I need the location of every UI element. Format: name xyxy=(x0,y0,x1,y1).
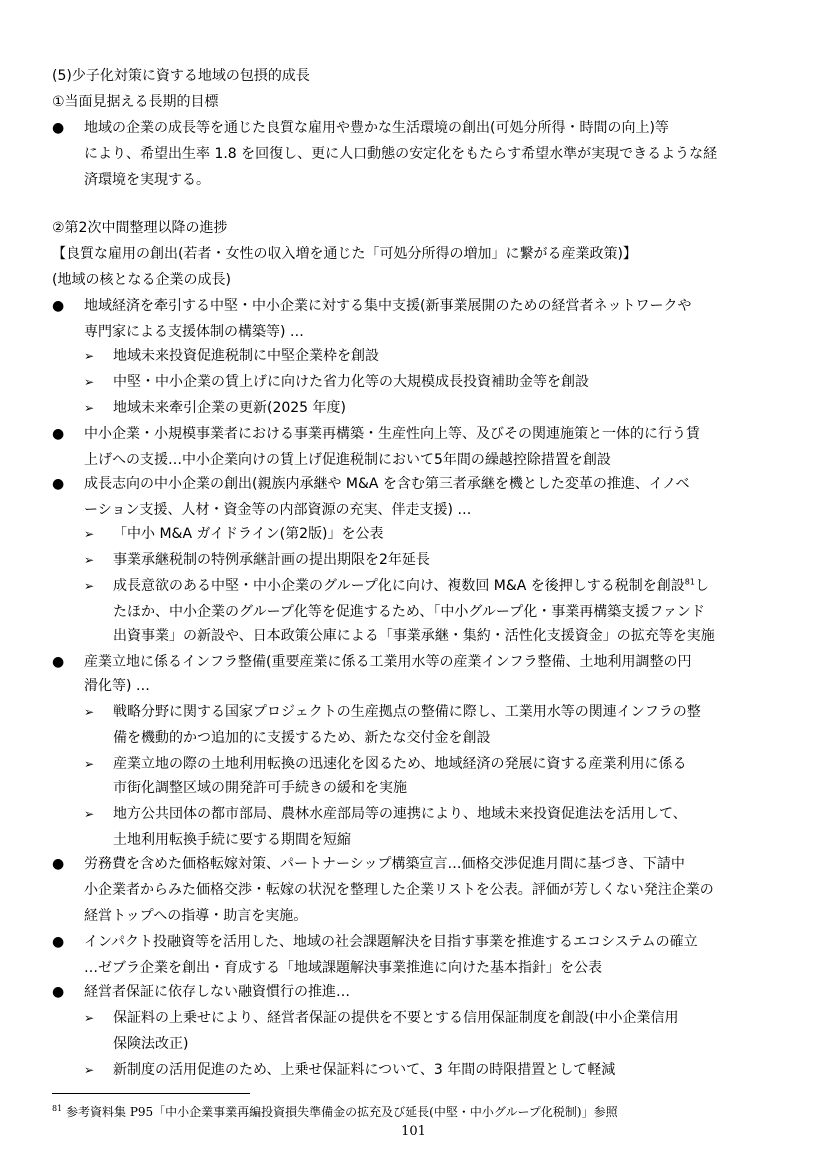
sub-item-continuation: 出資事業」の新設や、日本政策公庫による「事業承継・集約・活性化支援資金」の拡充等を実施 xyxy=(113,628,715,644)
bullet-icon: ● xyxy=(52,426,65,442)
bullet-continuation: 滑化等) … xyxy=(84,678,150,694)
sub-item-continuation: 土地利用転換手続に要する期間を短縮 xyxy=(113,832,351,848)
arrow-icon: ➢ xyxy=(84,401,95,415)
arrow-icon: ➢ xyxy=(84,527,95,541)
sub-item-continuation: 備を機動的かつ追加的に支援するため、新たな交付金を創設 xyxy=(113,730,491,746)
arrow-icon: ➢ xyxy=(84,1063,95,1077)
arrow-icon: ➢ xyxy=(84,375,95,389)
sub-item-continuation: 保険法改正) xyxy=(113,1036,189,1052)
bullet-continuation: 経営トップへの指導・助言を実施。 xyxy=(84,908,308,924)
bullet-icon: ● xyxy=(52,934,65,950)
footnote xyxy=(52,1100,618,1121)
bullet-icon: ● xyxy=(52,476,65,492)
arrow-icon: ➢ xyxy=(84,757,95,771)
bullet-icon: ● xyxy=(52,654,65,670)
section-heading: (5)少子化対策に資する地域の包摂的成長 xyxy=(52,68,310,84)
category-subheading: (地域の核となる企業の成長) xyxy=(52,272,231,288)
footnote-ref: 81 xyxy=(684,577,695,587)
bullet-continuation: …ゼブラ企業を創出・育成する「地域課題解決事業推進に向けた基本指針」を公表 xyxy=(84,960,602,976)
bullet-continuation: 上げへの支援…中小企業向けの賃上げ促進税制において5年間の繰越控除措置を創設 xyxy=(84,452,611,468)
bullet-continuation: 済環境を実現する。 xyxy=(84,172,210,188)
bullet-continuation: 専門家による支援体制の構築等) … xyxy=(84,324,304,340)
bullet-icon: ● xyxy=(52,984,65,1000)
bullet-icon: ● xyxy=(52,856,65,872)
bullet-icon: ● xyxy=(52,120,65,136)
bullet-continuation: により、希望出生率 1.8 を回復し、更に人口動態の安定化をもたらす希望水準が実現できるような経 xyxy=(84,146,718,162)
arrow-icon: ➢ xyxy=(84,705,95,719)
arrow-icon: ➢ xyxy=(84,553,95,567)
footnote-number: 81 xyxy=(52,1104,63,1113)
bullet-continuation: 小企業者からみた価格交渉・転嫁の状況を整理した企業リストを公表。評価が芳しくない発注企業の xyxy=(84,882,714,898)
bullet-continuation: ーション支援、人材・資金等の内部資源の充実、伴走支援) … xyxy=(84,502,472,518)
page-number: 101 xyxy=(401,1124,426,1139)
category-heading: 【良質な雇用の創出(若者・女性の収入増を通じた「可処分所得の増加」に繋がる産業政策)】 xyxy=(52,246,637,262)
footnote-text: 参考資料集 P95「中小企業事業再編投資損失準備金の拡充及び延長(中堅・中小グループ化税制)」参照 xyxy=(66,1105,618,1119)
arrow-icon: ➢ xyxy=(84,1011,95,1025)
arrow-icon: ➢ xyxy=(84,349,95,363)
bullet-icon: ● xyxy=(52,298,65,314)
sub-item-continuation: たほか、中小企業のグループ化等を促進するため、「中小グループ化・事業再構築支援ファンド xyxy=(113,604,705,620)
subsection-heading: ①当面見据える長期的目標 xyxy=(52,94,219,110)
footnote-divider xyxy=(52,1093,250,1094)
document-page: (5)少子化対策に資する地域の包摂的成長 ①当面見据える長期的目標 ● 地域の企業の成長等を通じた良質な雇用や豊かな生活環境の創出(可処分所得・時間の向上)等 により、希望出生率 1.8 を回復し、更に人口動態の安定化をもたらす希望水準が実現できるような経 済環境を実現する。 ②第2次中間整理以降の進捗 【良質な雇用の創出(若者・女性の収入増を通じた「可処分所得の増加」に繋がる産業政策)】 (地域の核となる企業の成長) ● 地域経済を牽引する中堅・中小企業に対する集中支援(新事業展開のための経営者ネットワークや 専門家による支援体制の構築等) … ➢ 地域未来投資促進税制に中堅企業枠を創設 ➢ 中堅・中小企業の賃上げに向けた省力化等の大規模成長投資補助金等を創設 ➢ 地域未来牽引企業の更新(2025 年度) ● 中小企業・小規模事業者における事業再構築・生産性向上等、及びその関連施策と一体的に行う賃 上げへの支援…中小企業向けの賃上げ促進税制において5年間の繰越控除措置を創設 ● 成長志向の中小企業の創出(親族内承継や M&A を含む第三者承継を機とした変革の推進、イノベ ーション支援、人材・資金等の内部資源の充実、伴走支援) … ➢ 「中小 M&A ガイドライン(第2版)」を公表 ➢ 事業承継税制の特例承継計画の提出期限を2年延長 ➢ 成長意欲のある中堅・中小企業のグループ化に向け、複数回 M&A を後押しする税制を創設$^{81}$し たほか、中小企業のグループ化等を促進するため、「中小グループ化・事業再構築支援ファンド 出資事業」の新設や、日本政策公庫による「事業承継・集約・活性化支援資金」の拡充等を実施 ● 産業立地に係るインフラ整備(重要産業に係る工業用水等の産業インフラ整備、土地利用調整の円 滑化等) … ➢ 戦略分野に関する国家プロジェクトの生産拠点の整備に際し、工業用水等の関連インフラの整 備を機動的かつ追加的に支援するため、新たな交付金を創設 ➢ 産業立地の際の土地利用転換の迅速化を図るため、地域経済の発展に資する産業利用に係る 市街化調整区域の開発許可手続きの緩和を実施 ➢ 地方公共団体の都市部局、農林水産部局等の連携により、地域未来投資促進法を活用して、 土地利用転換手続に要する期間を短縮 ● 労務費を含めた価格転嫁対策、パートナーシップ構築宣言…価格交渉促進月間に基づき、下請中 小企業者からみた価格交渉・転嫁の状況を整理した企業リストを公表。評価が芳しくない発注企業の 経営トップへの指導・助言を実施。 ● インパクト投融資等を活用した、地域の社会課題解決を目指す事業を推進するエコシステムの確立 …ゼブラ企業を創出・育成する「地域課題解決事業推進に向けた基本指針」を公表 ● 経営者保証に依存しない融資慣行の推進… ➢ 保証料の上乗せにより、経営者保証の提供を不要とする信用保証制度を創設(中小企業信用 保険法改正) ➢ 新制度の活用促進のため、上乗せ保証料について、3 年間の時限措置として軽減 $^{81}$ 参考資料集 P95「中小企業事業再編投資損失準備金の拡充及び延長(中堅・中小グループ化税制)」参照 101 xyxy=(0,0,827,1170)
arrow-icon: ➢ xyxy=(84,579,95,593)
arrow-icon: ➢ xyxy=(84,807,95,821)
subsection-heading: ②第2次中間整理以降の進捗 xyxy=(52,220,228,236)
sub-item-continuation: 市街化調整区域の開発許可手続きの緩和を実施 xyxy=(113,780,407,796)
